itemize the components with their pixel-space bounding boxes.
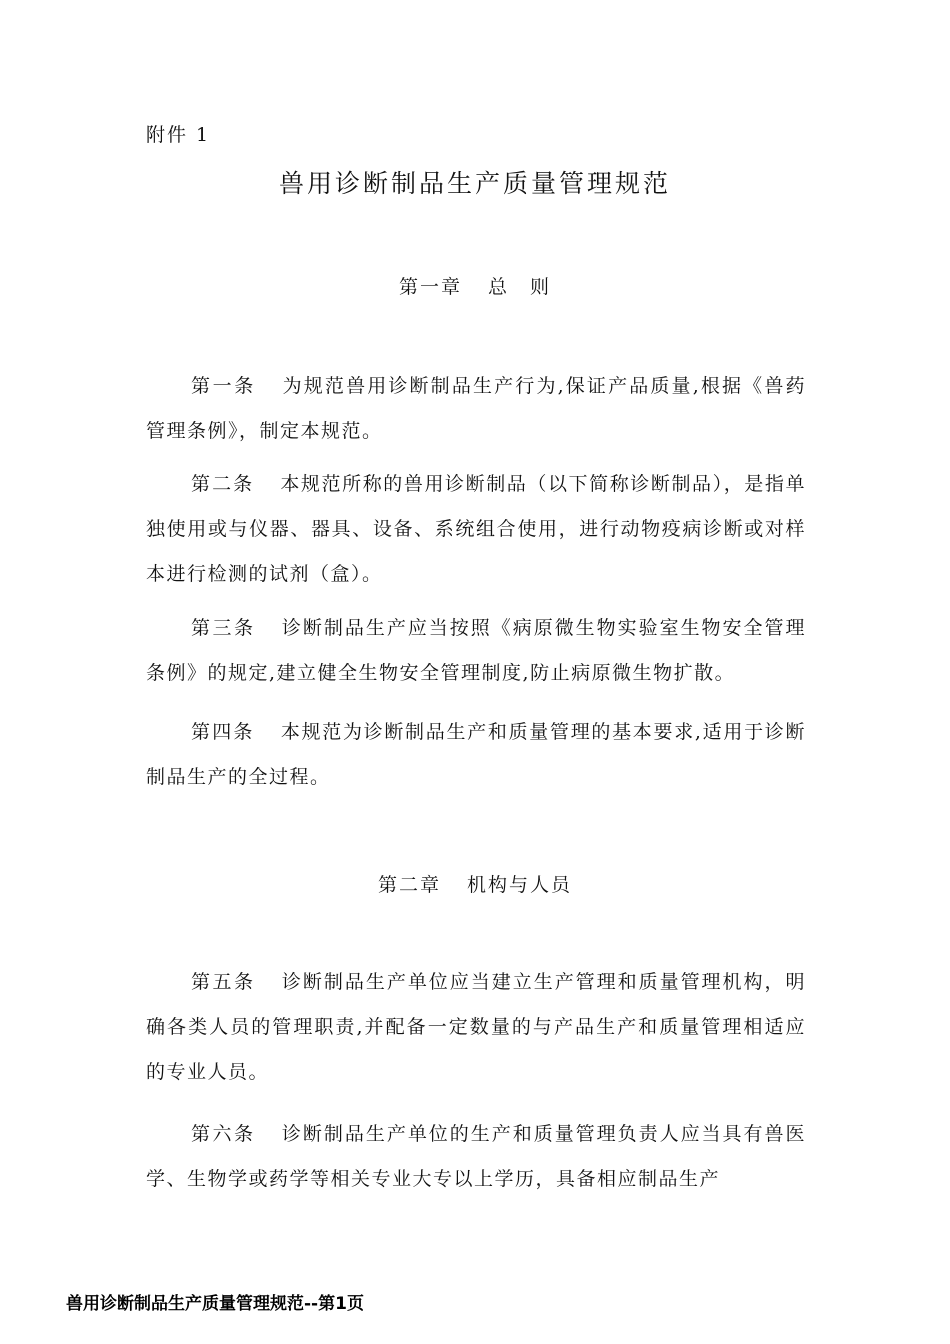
article [146, 710, 806, 800]
chapter-title: 总 则 [488, 276, 552, 298]
article-text: 诊断制品生产应当按照《病原微生物实验室生物安全管理条例》的规定,建立健全生物安全管理制度,防止病原微生物扩散。 [146, 617, 806, 684]
document-title: 兽用诊断制品生产质量管理规范 [278, 169, 671, 198]
article-text: 本规范所称的兽用诊断制品（以下简称诊断制品），是指单独使用或与仪器、器具、设备、系统组合使用，进行动物疫病诊断或对样本进行检测的试剂（盒）。 [146, 473, 806, 585]
article-text: 诊断制品生产单位应当建立生产管理和质量管理机构，明确各类人员的管理职责,并配备一定数量的与产品生产和质量管理相适应的专业人员。 [146, 971, 806, 1083]
article [146, 462, 806, 597]
article [146, 606, 806, 696]
article [146, 1112, 806, 1202]
attachment-label: 附件 1 [146, 124, 211, 146]
chapter-heading [0, 870, 950, 897]
article-text: 为规范兽用诊断制品生产行为,保证产品质量,根据《兽药管理条例》，制定本规范。 [146, 375, 806, 442]
article-text: 诊断制品生产单位的生产和质量管理负责人应当具有兽医学、生物学或药学等相关专业大专以上学历，具备相应制品生产 [146, 1123, 806, 1190]
article-number: 第五条 [191, 971, 256, 993]
article-number: 第四条 [191, 721, 255, 743]
article-number: 第三条 [191, 617, 256, 639]
chapter-number: 第二章 [377, 874, 441, 896]
article [146, 960, 806, 1095]
chapter-title: 机构与人员 [467, 874, 573, 896]
article-number: 第六条 [191, 1123, 256, 1145]
article-number: 第二条 [191, 473, 255, 495]
article-number: 第一条 [191, 375, 256, 397]
page-footer: 兽用诊断制品生产质量管理规范--第1页 [66, 1294, 364, 1314]
chapter-number: 第一章 [398, 276, 462, 298]
chapter-heading [0, 272, 950, 299]
article-text: 本规范为诊断制品生产和质量管理的基本要求,适用于诊断制品生产的全过程。 [146, 721, 806, 788]
article [146, 364, 806, 454]
